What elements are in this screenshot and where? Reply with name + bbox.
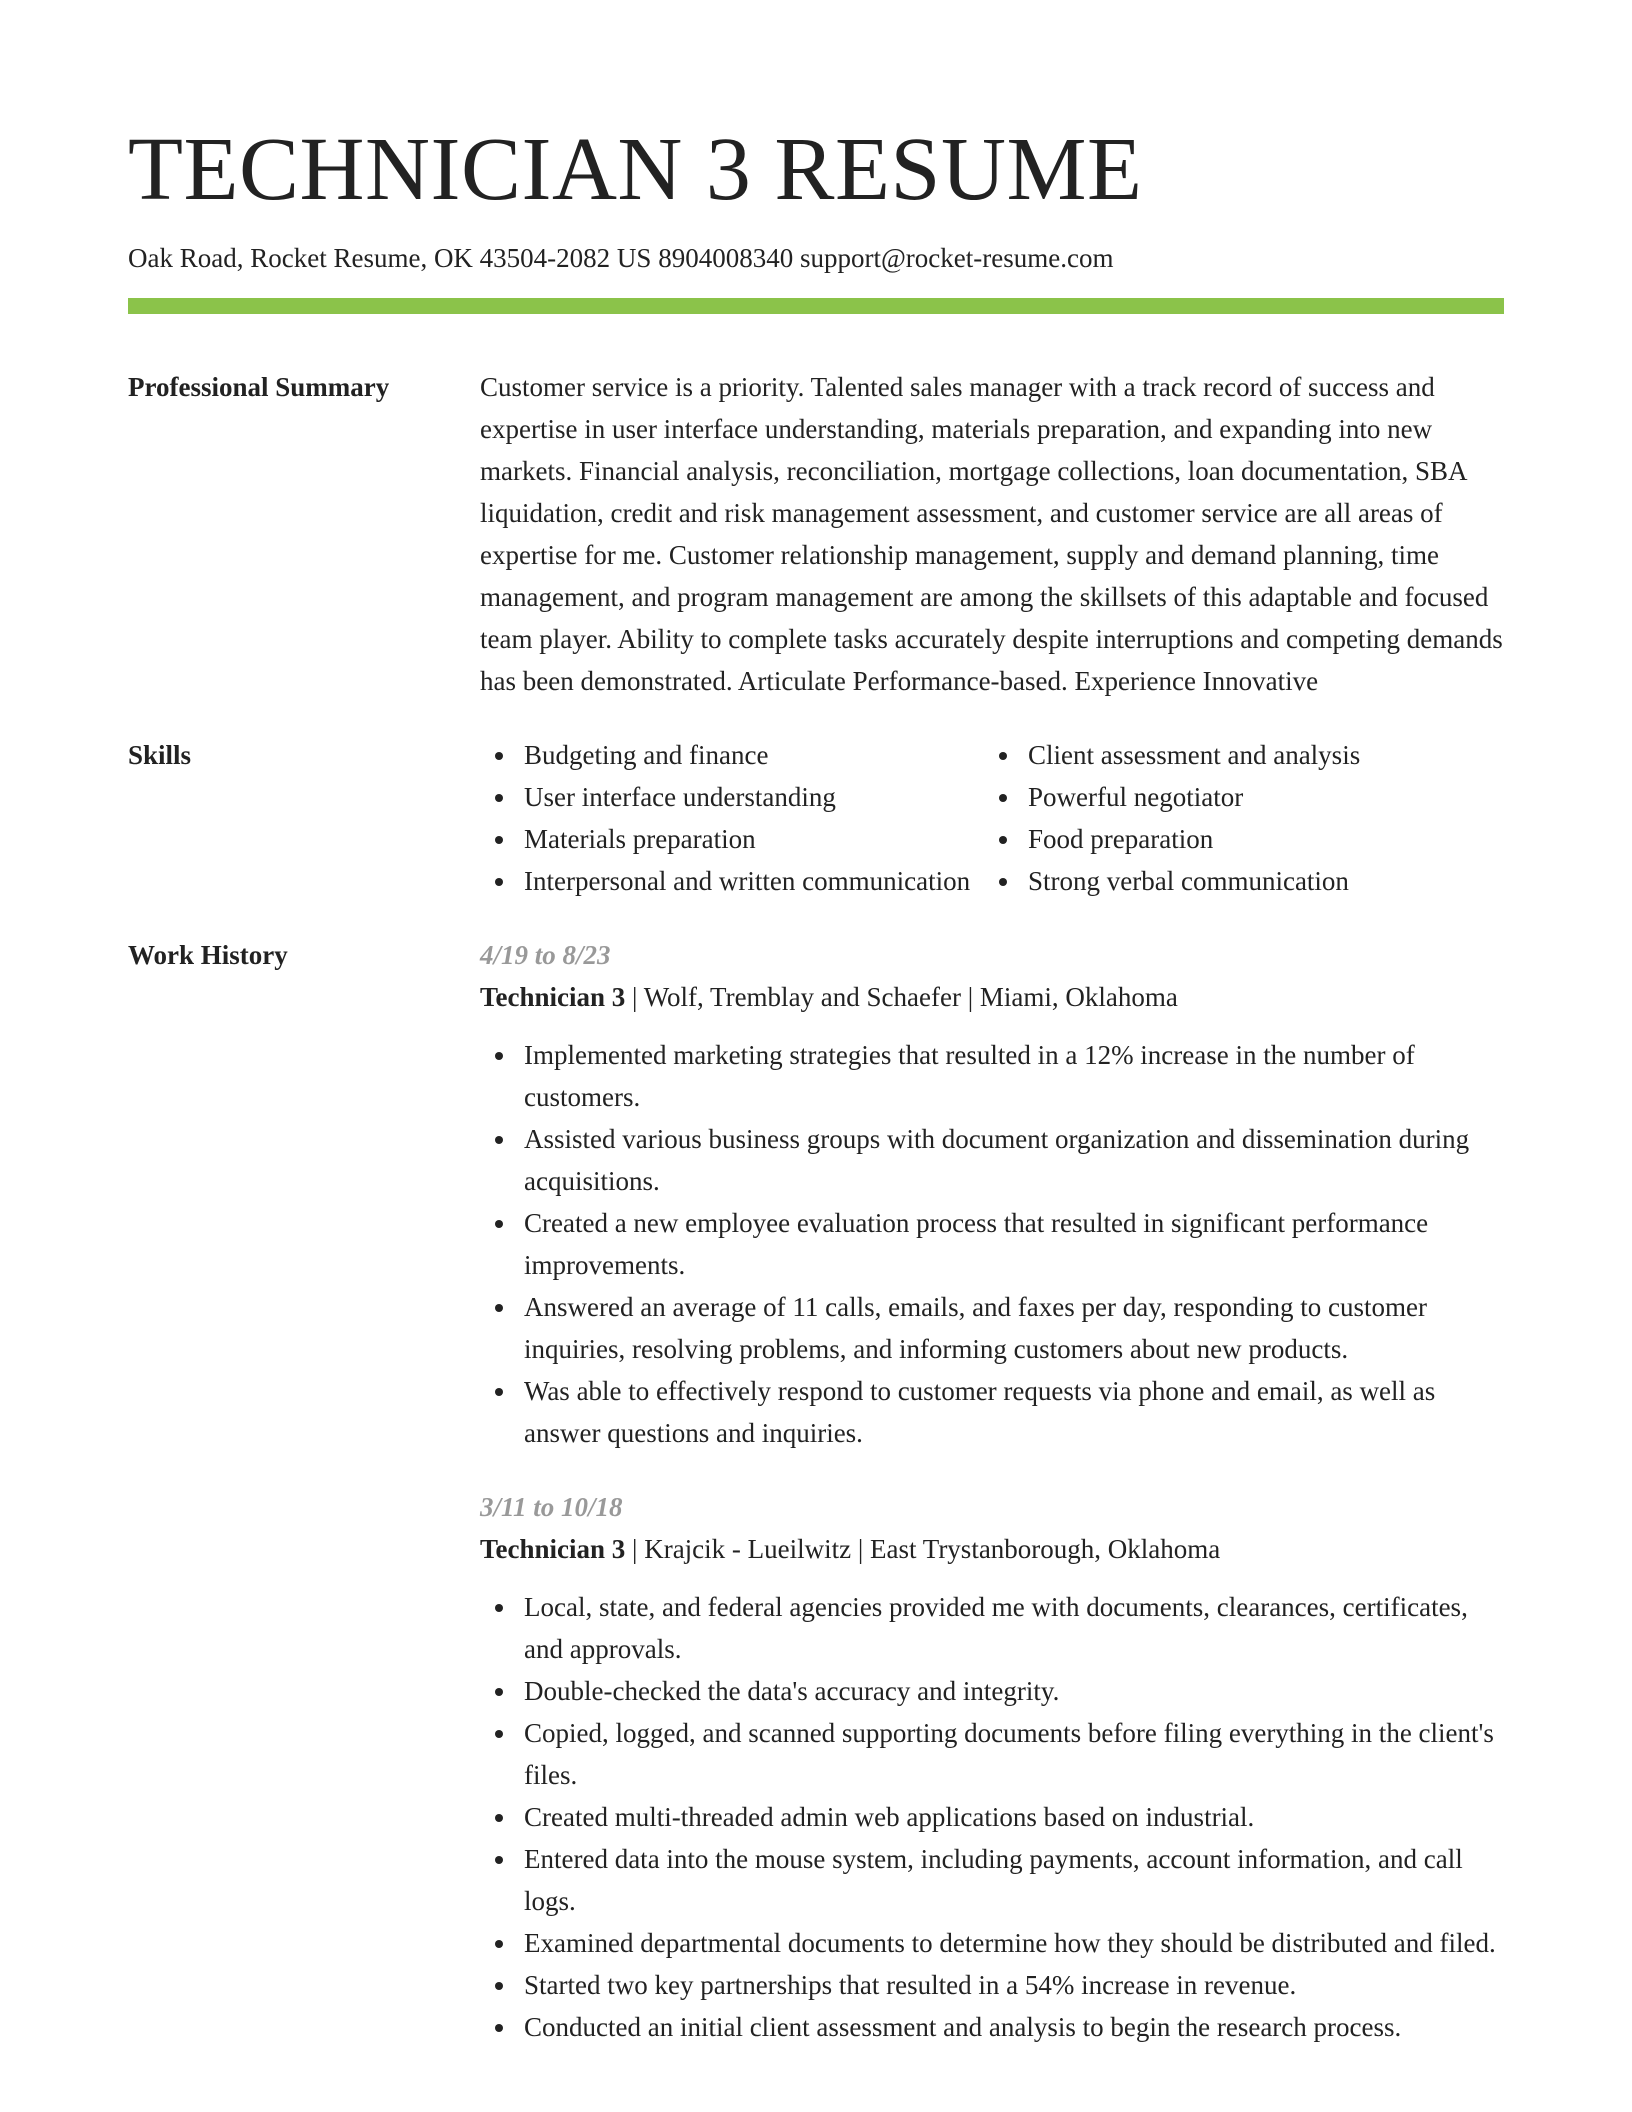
summary-text: Customer service is a priority. Talented sales manager with a track record of success and expertise in user interface understanding, materials preparation, and expanding into new markets. Financial analysis, reconciliation, mortgage collections, loan documentation, SBA liquidation, credit and risk management assessment, and customer service are all areas of expertise for me. Customer relationship management, supply and demand planning, time management, and program management are among the skillsets of this adaptable and focused team player. Ability to complete tasks accurately despite interruptions and competing demands has been demonstrated. Articulate Performance-based. Experience Innovative <box>480 372 1503 696</box>
job-bullet: Created multi-threaded admin web applications based on industrial. <box>480 1796 1504 1838</box>
job-entry <box>480 934 1504 1454</box>
job-bullet: Conducted an initial client assessment and analysis to begin the research process. <box>480 2006 1504 2048</box>
skills-list-right <box>984 734 1488 902</box>
job-bullets <box>480 1034 1504 1454</box>
section-label-skills: Skills <box>128 740 192 770</box>
job-bullet: Created a new employee evaluation process that resulted in significant performance improvements. <box>480 1202 1504 1286</box>
job-bullet: Examined departmental documents to determine how they should be distributed and filed. <box>480 1922 1504 1964</box>
skill-item: Budgeting and finance <box>480 734 984 776</box>
job-bullet: Started two key partnerships that resulted in a 54% increase in revenue. <box>480 1964 1504 2006</box>
job-bullet: Implemented marketing strategies that resulted in a 12% increase in the number of customers. <box>480 1034 1504 1118</box>
job-bullet: Copied, logged, and scanned supporting documents before filing everything in the client's files. <box>480 1712 1504 1796</box>
contact-info: Oak Road, Rocket Resume, OK 43504-2082 US 8904008340 support@rocket-resume.com <box>128 243 1114 273</box>
work-history-section <box>128 934 1504 2080</box>
job-dates: 4/19 to 8/23 <box>480 940 611 970</box>
job-bullet: Double-checked the data's accuracy and integrity. <box>480 1670 1504 1712</box>
skill-item: Client assessment and analysis <box>984 734 1488 776</box>
skills-list-left <box>480 734 984 902</box>
job-details: | Wolf, Tremblay and Schaefer | Miami, Oklahoma <box>625 982 1178 1012</box>
skill-item: Materials preparation <box>480 818 984 860</box>
resume-title: TECHNICIAN 3 RESUME <box>128 120 1143 219</box>
skills-section <box>128 734 1504 902</box>
skill-item: Strong verbal communication <box>984 860 1488 902</box>
job-dates: 3/11 to 10/18 <box>480 1492 623 1522</box>
job-title: Technician 3 <box>480 982 626 1012</box>
job-title: Technician 3 <box>480 1534 626 1564</box>
job-bullet: Entered data into the mouse system, including payments, account information, and call logs. <box>480 1838 1504 1922</box>
skill-item: Interpersonal and written communication <box>480 860 984 902</box>
job-heading <box>480 1528 1504 1570</box>
skill-item: User interface understanding <box>480 776 984 818</box>
job-heading <box>480 976 1504 1018</box>
job-bullet: Local, state, and federal agencies provided me with documents, clearances, certificates, and approvals. <box>480 1586 1504 1670</box>
skill-item: Food preparation <box>984 818 1488 860</box>
job-bullet: Assisted various business groups with document organization and dissemination during acquisitions. <box>480 1118 1504 1202</box>
section-label-work: Work History <box>128 940 288 970</box>
job-details: | Krajcik - Lueilwitz | East Trystanborough, Oklahoma <box>625 1534 1221 1564</box>
job-bullet: Was able to effectively respond to customer requests via phone and email, as well as answer questions and inquiries. <box>480 1370 1504 1454</box>
section-label-summary: Professional Summary <box>128 372 390 402</box>
job-bullets <box>480 1586 1504 2048</box>
skills-grid <box>480 734 1504 902</box>
job-entry <box>480 1486 1504 2048</box>
professional-summary-section <box>128 366 1504 702</box>
header-divider <box>128 298 1504 314</box>
skill-item: Powerful negotiator <box>984 776 1488 818</box>
job-bullet: Answered an average of 11 calls, emails, and faxes per day, responding to customer inquiries, resolving problems, and informing customers about new products. <box>480 1286 1504 1370</box>
